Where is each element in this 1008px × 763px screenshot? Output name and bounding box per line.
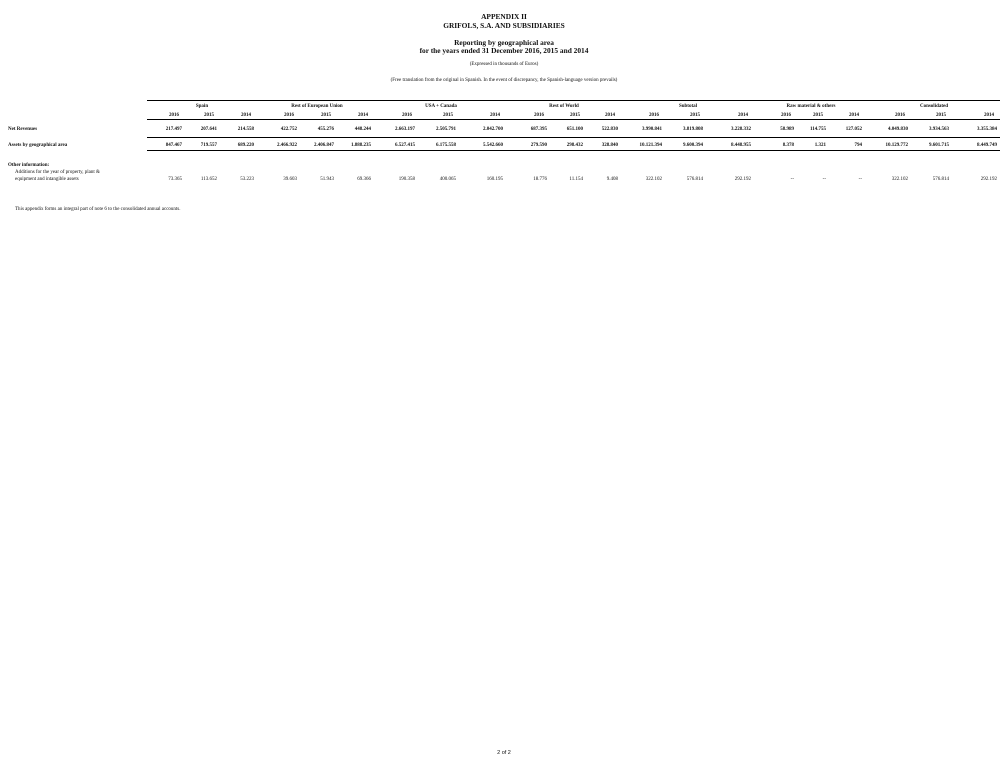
table-cell: -- [858,177,862,182]
year-header: 2015 [936,113,946,118]
table-cell: 3.990.841 [642,127,662,132]
table-cell: 58.989 [780,127,794,132]
table-cell: 69.366 [357,177,371,182]
table-cell: 328.840 [601,143,618,148]
row-label-additions-2: equipment and intangible assets [15,177,79,182]
table-top-rule [147,100,1000,101]
table-cell: 207.641 [200,127,217,132]
table-cell: 10.121.394 [639,143,662,148]
table-cell: 689.220 [237,143,254,148]
group-header: Rest of European Union [291,104,343,109]
year-header: 2016 [169,113,179,118]
table-cell: 8.449.749 [977,143,997,148]
table-cell: 279.590 [530,143,547,148]
table-cell: 2.663.197 [395,127,415,132]
table-cell: 1.888.235 [351,143,371,148]
table-cell: -- [790,177,794,182]
header-bottom-rule [147,119,1000,120]
table-cell: 160.195 [486,177,503,182]
company-name: GRIFOLS, S.A. AND SUBSIDIARIES [443,21,565,30]
year-header: 2015 [443,113,453,118]
table-cell: 322.102 [891,177,908,182]
table-cell: 687.395 [530,127,547,132]
table-cell: 18.776 [533,177,547,182]
table-cell: 53.223 [240,177,254,182]
group-header: USA + Canada [425,104,457,109]
table-cell: 322.102 [645,177,662,182]
table-cell: 576.814 [932,177,949,182]
report-title: Reporting by geographical area [454,38,554,47]
table-cell: 3.819.808 [683,127,703,132]
table-cell: 400.065 [439,177,456,182]
table-cell: 455.276 [317,127,334,132]
year-header: 2014 [241,113,251,118]
year-header: 2015 [321,113,331,118]
year-header: 2014 [358,113,368,118]
group-header: Raw material & others [786,104,836,109]
table-cell: 576.814 [686,177,703,182]
year-header: 2015 [204,113,214,118]
table-cell: 3.228.332 [731,127,751,132]
table-cell: 522.830 [601,127,618,132]
table-cell: 2.466.922 [277,143,297,148]
year-header: 2014 [490,113,500,118]
year-header: 2014 [849,113,859,118]
table-cell: 2.042.700 [483,127,503,132]
row-label-assets: Assets by geographical area [8,143,68,148]
table-cell: 5.542.660 [483,143,503,148]
appendix-title: APPENDIX II [481,12,527,21]
table-cell: 214.558 [237,127,254,132]
table-cell: 3.934.563 [929,127,949,132]
year-header: 2016 [649,113,659,118]
year-header: 2014 [605,113,615,118]
year-header: 2016 [534,113,544,118]
table-cell: 9.600.394 [683,143,703,148]
table-cell: 39.603 [283,177,297,182]
table-cell: 114.755 [810,127,826,132]
table-cell: 9.601.715 [929,143,949,148]
table-cell: -- [822,177,826,182]
year-header: 2015 [813,113,823,118]
table-cell: 292.192 [980,177,997,182]
table-cell: 6.527.415 [395,143,415,148]
table-cell: 2.505.791 [436,127,456,132]
group-header: Spain [195,104,209,109]
year-header: 2016 [402,113,412,118]
page-number: 2 of 2 [497,750,511,756]
currency-note: (Expressed in thousands of Euros) [469,62,539,67]
row-label-additions-1: Additions for the year of property, plant & [15,170,100,175]
table-cell: 292.192 [734,177,751,182]
appendix-note: This appendix forms an integral part of note 6 to the consolidated annual accounts. [15,207,181,212]
table-cell: 73.365 [168,177,182,182]
table-cell: 8.378 [782,143,794,148]
table-cell: 4.049.830 [888,127,908,132]
group-header: Subtotal [678,104,698,109]
table-cell: 9.408 [606,177,618,182]
table-cell: 794 [854,143,862,148]
report-period: for the years ended 31 December 2016, 2015 and 2014 [419,46,589,55]
group-header: Rest of World [549,104,579,109]
table-cell: 113.652 [200,177,217,182]
table-cell: 217.497 [165,127,182,132]
year-header: 2015 [690,113,700,118]
table-cell: 298.432 [566,143,583,148]
table-cell: 719.557 [200,143,217,148]
table-cell: 127.052 [845,127,862,132]
year-header: 2014 [984,113,994,118]
table-cell: 651.100 [566,127,583,132]
table-cell: 1.321 [814,143,826,148]
revenue-separator-rule [147,137,1000,138]
row-label-net-revenues: Net Revenues [8,127,38,132]
year-header: 2015 [570,113,580,118]
table-cell: 10.129.772 [885,143,908,148]
year-header: 2016 [895,113,905,118]
table-cell: 8.448.955 [731,143,751,148]
year-header: 2014 [738,113,748,118]
year-header: 2016 [781,113,791,118]
table-cell: 11.154 [569,177,583,182]
table-cell: 3.355.384 [977,127,997,132]
table-cell: 51.943 [320,177,334,182]
translation-note: (Free translation from the original in Spanish. In the event of discrepancy, the Spanish-language version prevails) [390,78,618,83]
table-cell: 6.175.558 [436,143,456,148]
year-header: 2016 [284,113,294,118]
table-cell: 847.467 [165,143,182,148]
group-header: Consolidated [919,104,949,109]
table-cell: 422.752 [280,127,297,132]
table-cell: 448.244 [354,127,371,132]
table-cell: 2.406.847 [314,143,334,148]
assets-bottom-rule [147,150,1000,151]
table-cell: 190.358 [398,177,415,182]
row-label-other-info: Other information: [8,163,50,168]
